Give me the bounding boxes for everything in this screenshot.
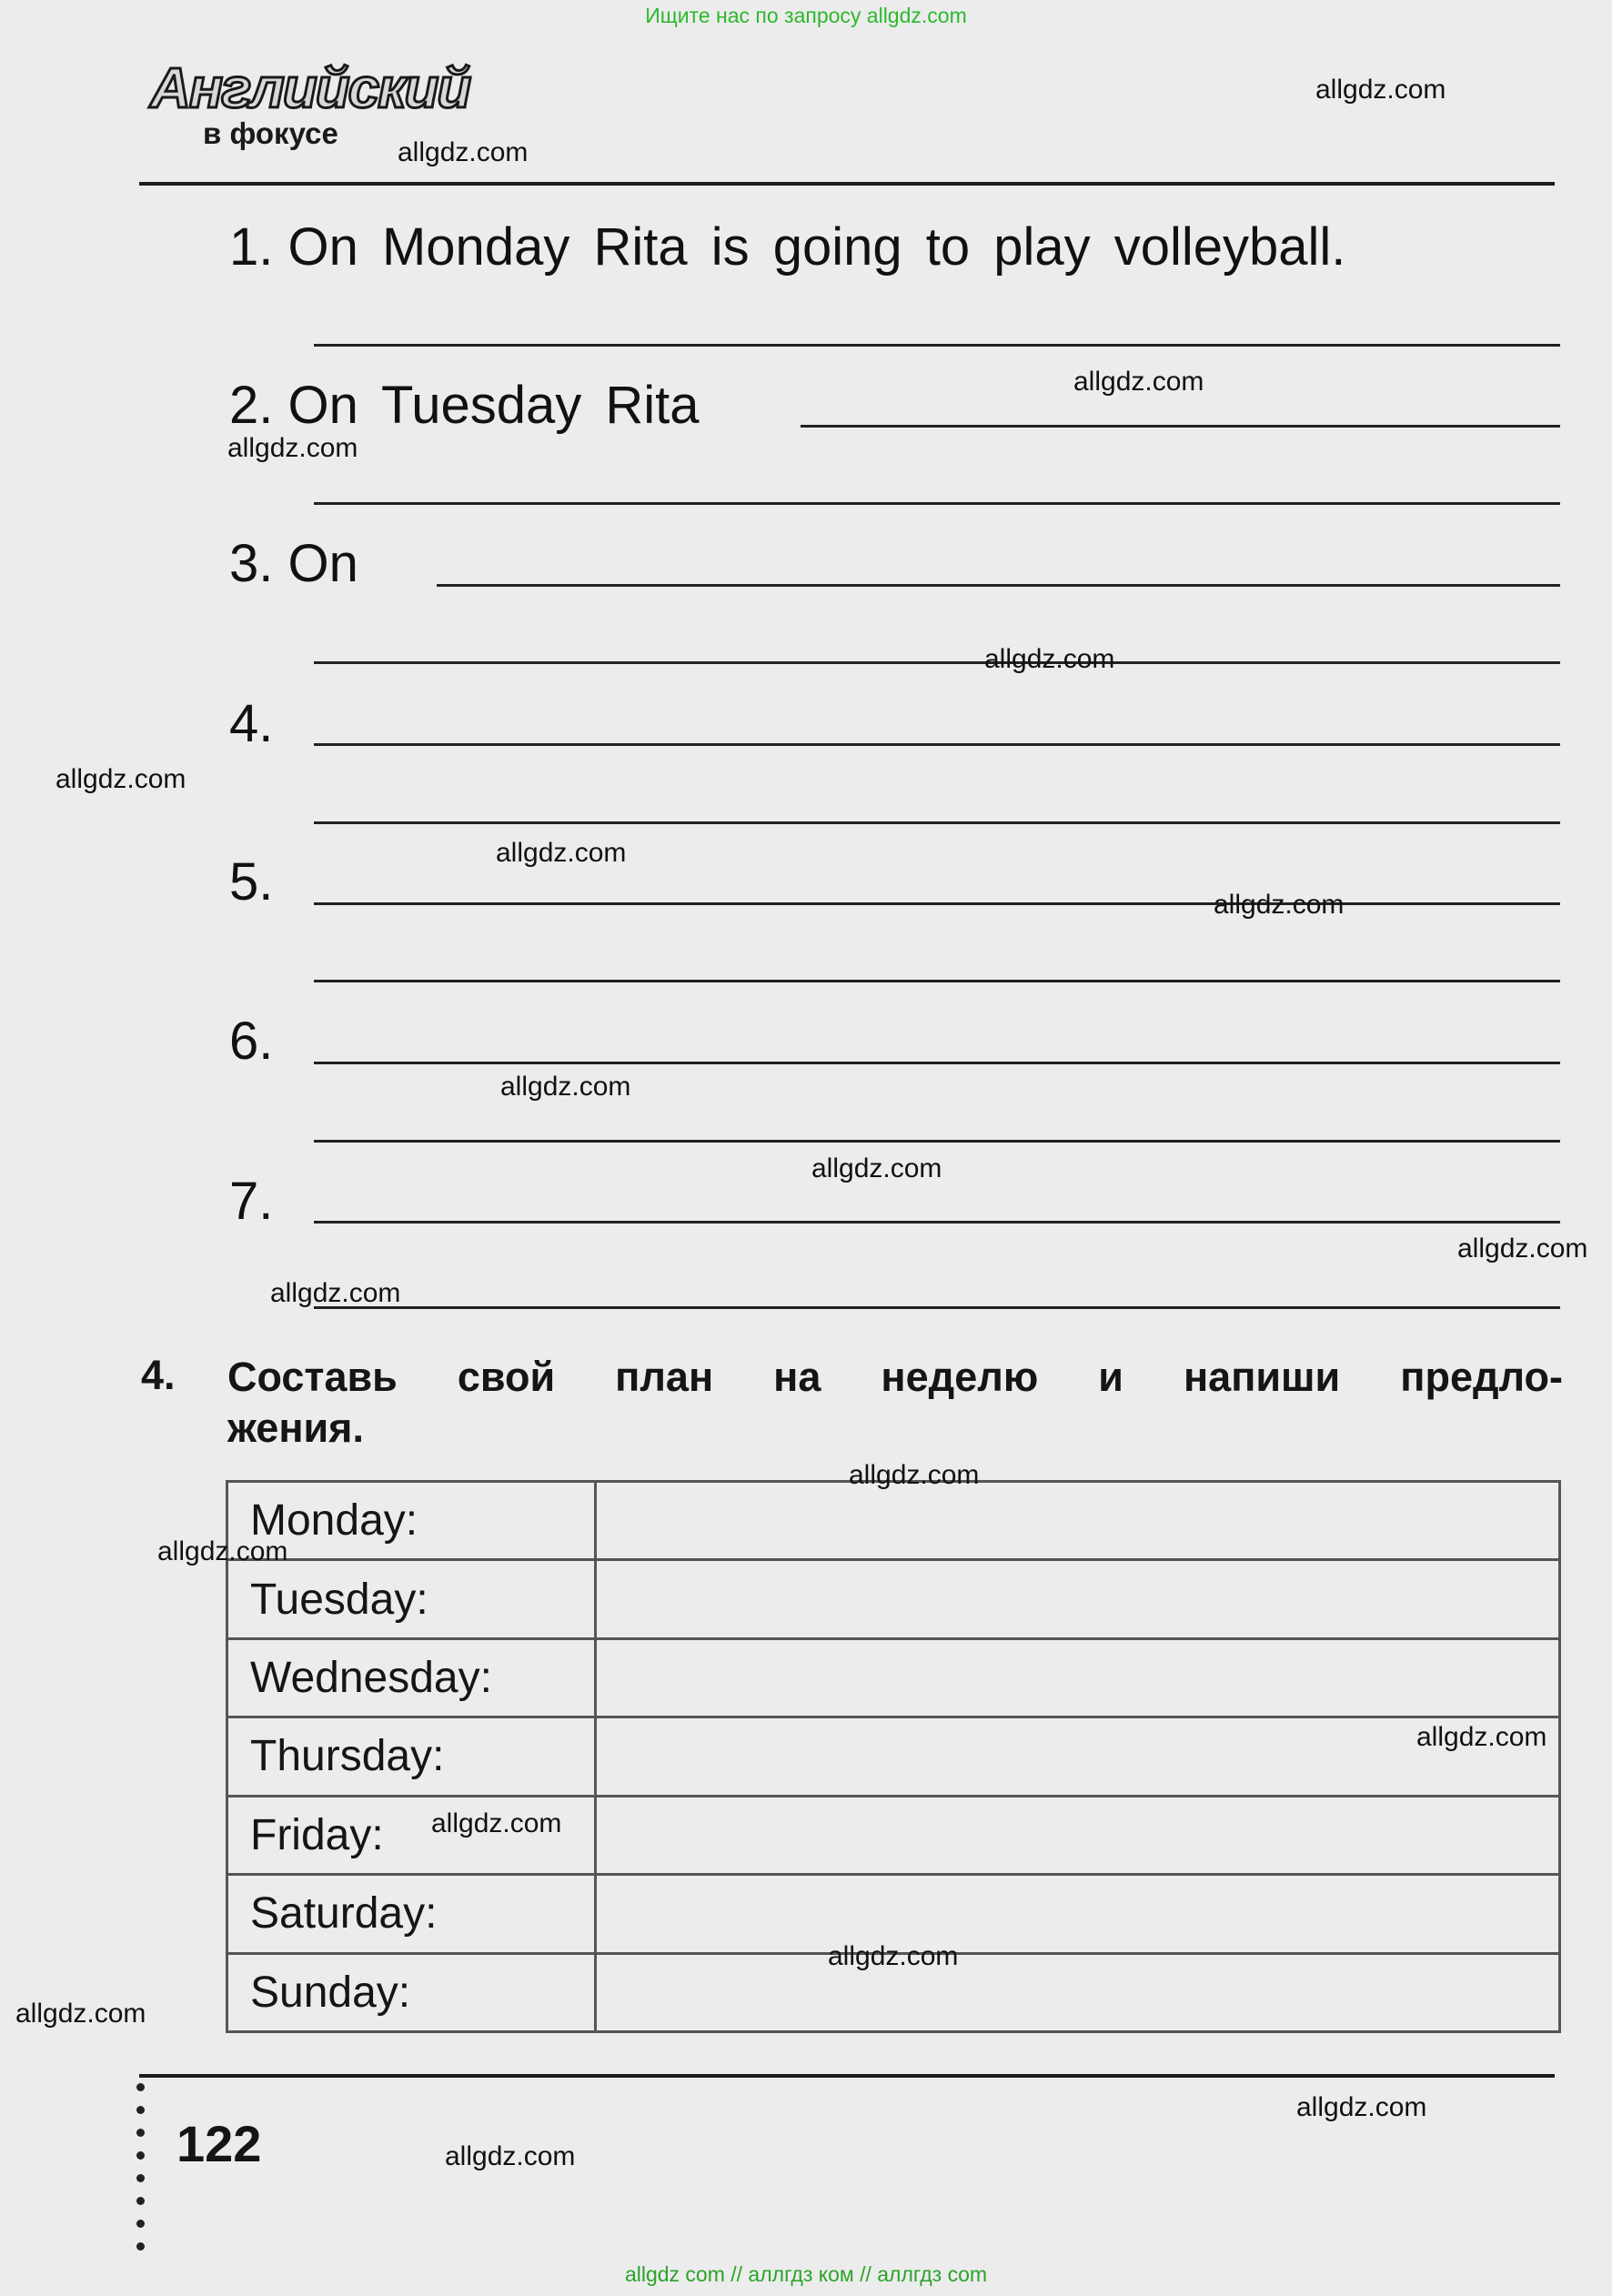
sentence-3: [229, 533, 358, 594]
answer-line: [314, 821, 1560, 824]
sentence-4-number: 4.: [229, 694, 274, 753]
footer-links[interactable]: allgdz com // аллгдз ком // аллгдз com: [624, 2262, 988, 2286]
answer-line: [314, 1221, 1560, 1224]
answer-line: [314, 1062, 1560, 1064]
table-row: [227, 1482, 1560, 1560]
page-number: 122: [176, 2115, 262, 2172]
sentence-2-number: 2.: [229, 376, 274, 435]
sentence-1: [229, 217, 1345, 277]
watermark: allgdz.com: [811, 1153, 942, 1183]
table-row: [227, 1560, 1560, 1638]
day-label: Saturday:: [227, 1875, 596, 1953]
sentence-2-text: On Tuesday Rita: [287, 376, 700, 435]
plan-cell[interactable]: [596, 1953, 1560, 2031]
watermark: allgdz.com: [270, 1278, 401, 1308]
day-label: Tuesday:: [227, 1560, 596, 1638]
day-label: Wednesday:: [227, 1638, 596, 1717]
sentence-3-number: 3.: [229, 534, 274, 593]
exercise-4-instruction-line2: жения.: [227, 1405, 364, 1451]
day-label: Thursday:: [227, 1717, 596, 1796]
watermark: allgdz.com: [1214, 890, 1345, 920]
watermark: allgdz.com: [496, 838, 627, 868]
sentence-3-text: On: [287, 534, 358, 593]
table-row: [227, 1717, 1560, 1796]
watermark: allgdz.com: [431, 1808, 562, 1838]
answer-line: [314, 344, 1560, 347]
logo-subtitle: в фокусе: [203, 116, 338, 150]
footer-rule: [139, 2074, 1555, 2078]
watermark: allgdz.com: [1296, 2092, 1427, 2122]
watermark: allgdz.com: [55, 764, 186, 794]
answer-line: [314, 902, 1560, 905]
watermark: allgdz.com: [984, 644, 1115, 674]
table-row: [227, 1638, 1560, 1717]
plan-cell[interactable]: [596, 1638, 1560, 1717]
day-label: Friday:: [227, 1796, 596, 1874]
plan-cell[interactable]: [596, 1482, 1560, 1560]
plan-cell[interactable]: [596, 1875, 1560, 1953]
sentence-5-number: 5.: [229, 852, 274, 911]
sentence-7-number: 7.: [229, 1172, 274, 1231]
plan-cell[interactable]: [596, 1560, 1560, 1638]
watermark: allgdz.com: [227, 433, 358, 463]
exercise-4-instruction-line1: Составь свой план на неделю и напиши предло-: [227, 1354, 1563, 1400]
watermark: allgdz.com: [1457, 1234, 1588, 1264]
exercise-4-number: 4.: [141, 1352, 176, 1398]
plan-cell[interactable]: [596, 1717, 1560, 1796]
watermark: allgdz.com: [398, 137, 529, 167]
logo-title: Английский: [150, 57, 470, 120]
page-edge-dots: [136, 2083, 146, 2256]
watermark: allgdz.com: [500, 1072, 631, 1102]
answer-line: [437, 584, 1560, 587]
watermark: allgdz.com: [849, 1460, 980, 1490]
answer-line: [314, 1140, 1560, 1143]
watermark: allgdz.com: [828, 1941, 959, 1971]
watermark: allgdz.com: [15, 1999, 146, 2029]
watermark: allgdz.com: [445, 2141, 576, 2171]
sentence-1-number: 1.: [229, 217, 274, 277]
top-banner[interactable]: Ищите нас по запросу allgdz.com: [645, 4, 967, 27]
watermark: allgdz.com: [1416, 1722, 1547, 1752]
plan-cell[interactable]: [596, 1796, 1560, 1874]
table-row: [227, 1796, 1560, 1874]
watermark: allgdz.com: [1073, 367, 1204, 397]
sentence-6-number: 6.: [229, 1012, 274, 1071]
watermark: allgdz.com: [1315, 75, 1446, 105]
answer-line: [314, 502, 1560, 505]
answer-line: [314, 743, 1560, 746]
watermark: allgdz.com: [157, 1536, 288, 1566]
header-rule: [139, 182, 1555, 186]
sentence-1-text: On Monday Rita is going to play volleyball.: [287, 217, 1346, 277]
answer-line: [801, 425, 1560, 428]
day-label: Monday:: [227, 1482, 596, 1560]
answer-line: [314, 980, 1560, 982]
answer-line: [314, 1306, 1560, 1309]
answer-line: [314, 661, 1560, 664]
day-label: Sunday:: [227, 1953, 596, 2031]
sentence-2: [229, 375, 700, 436]
